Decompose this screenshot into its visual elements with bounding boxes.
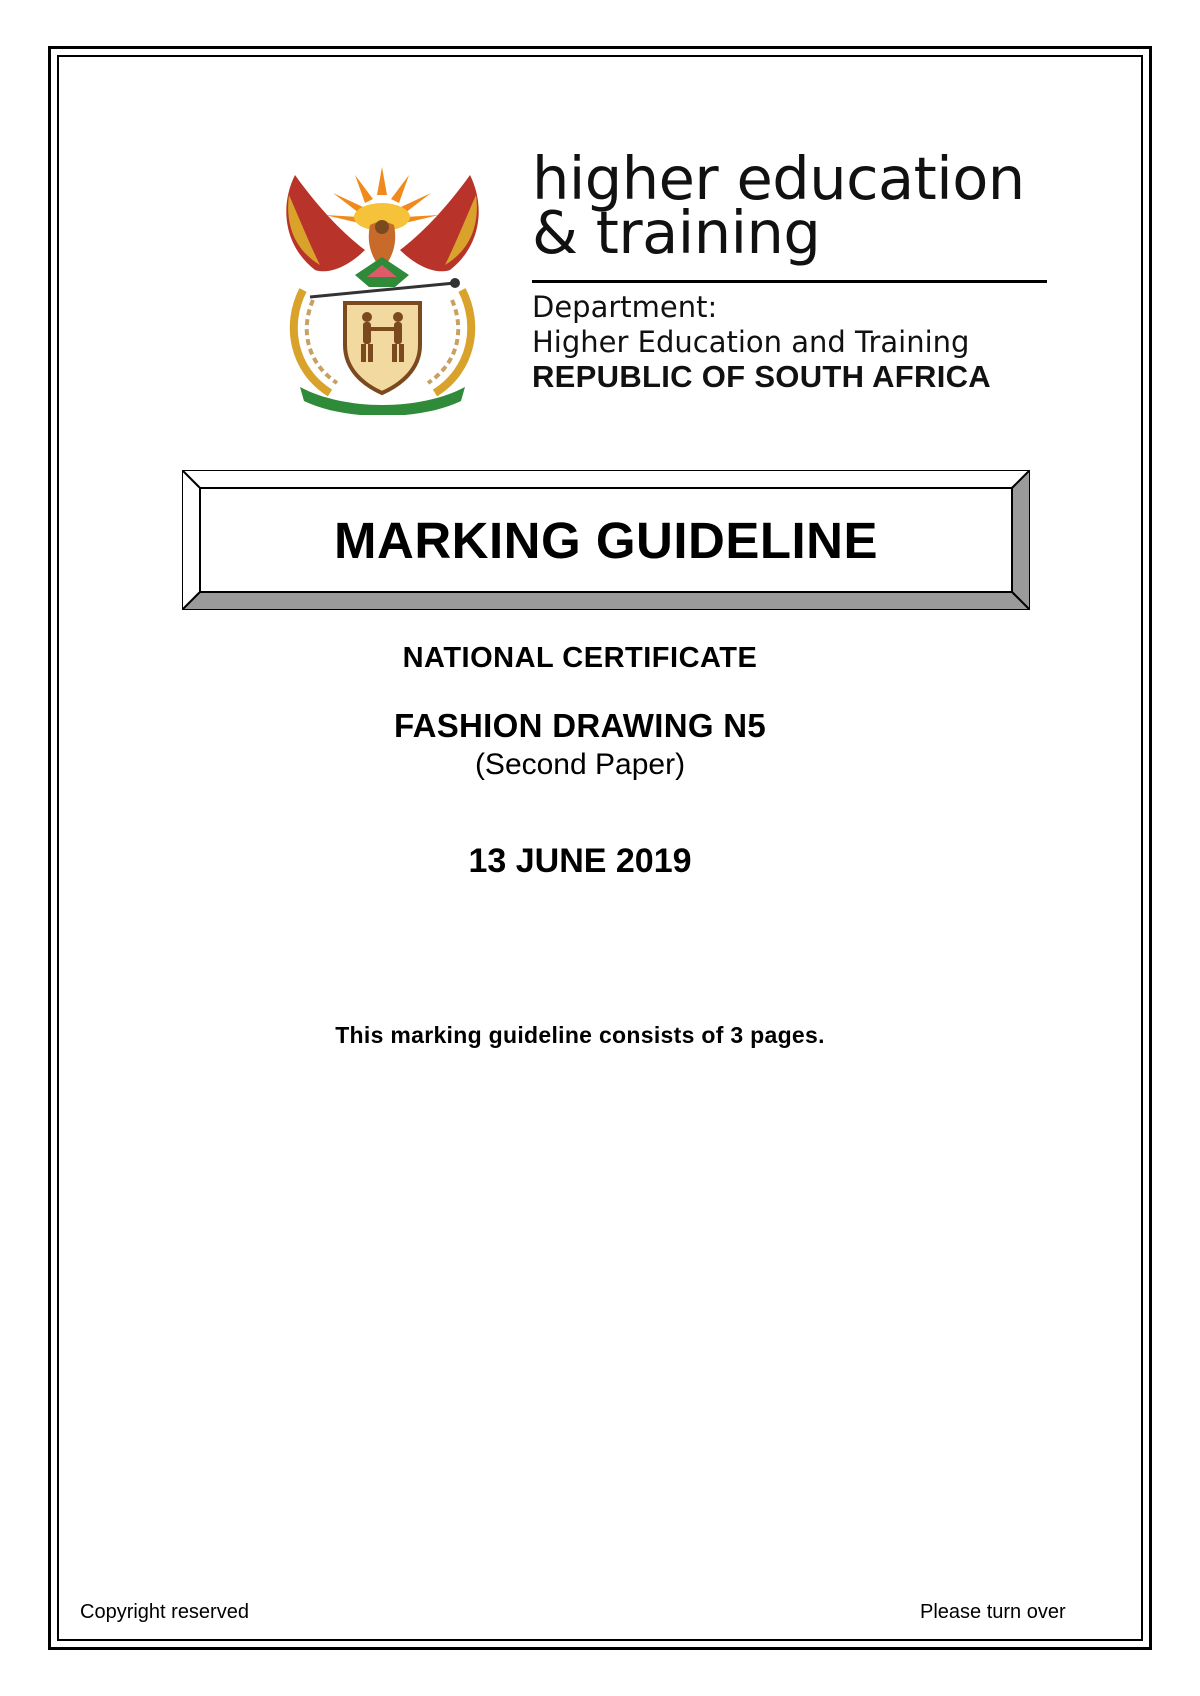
brand-title bbox=[532, 144, 1025, 267]
department-label: Department: bbox=[532, 290, 718, 324]
subject-title: FASHION DRAWING N5 bbox=[393, 707, 767, 744]
paper-subtitle: (Second Paper) bbox=[474, 748, 686, 781]
page-count-note: This marking guideline consists of 3 pages. bbox=[335, 1022, 825, 1048]
footer-copyright: Copyright reserved bbox=[80, 1601, 249, 1623]
brand-line-training: & training bbox=[532, 198, 821, 267]
title-banner bbox=[182, 470, 1030, 610]
shield bbox=[345, 303, 420, 393]
certificate-title: NATIONAL CERTIFICATE bbox=[402, 642, 758, 674]
brand-line-higher-education: higher education bbox=[532, 144, 1025, 213]
footer-turn-over: Please turn over bbox=[920, 1601, 1066, 1623]
banner-title: MARKING GUIDELINE bbox=[334, 511, 878, 569]
country-name: REPUBLIC OF SOUTH AFRICA bbox=[532, 359, 991, 394]
coat-of-arms-icon bbox=[275, 165, 490, 415]
department-name: Higher Education and Training bbox=[532, 325, 970, 359]
brand-divider bbox=[532, 280, 1047, 283]
exam-date: 13 JUNE 2019 bbox=[468, 842, 692, 880]
